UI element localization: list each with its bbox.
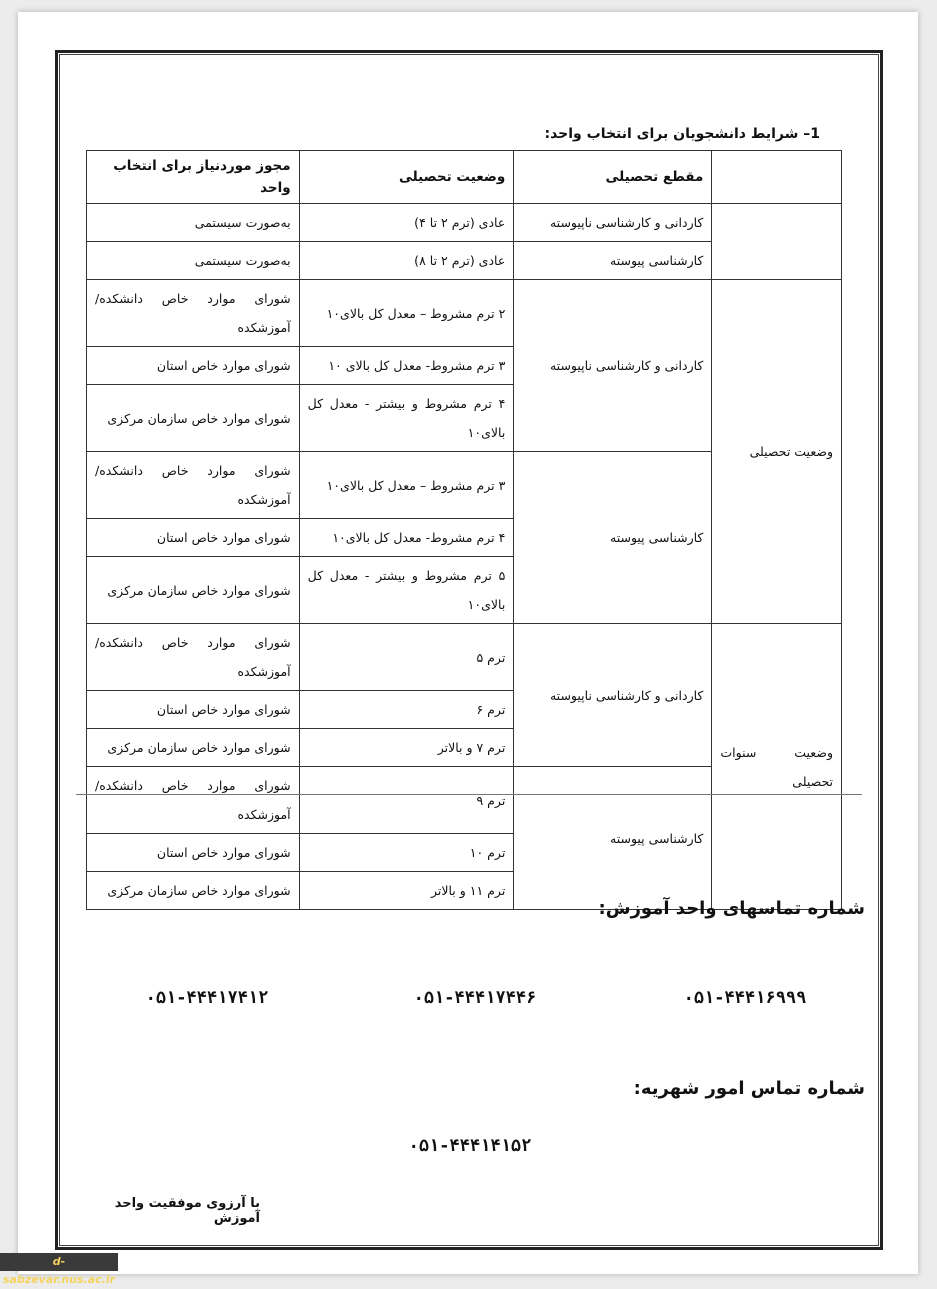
phone-number: ۰۵۱-۴۴۴۱۷۴۱۲ [145, 988, 269, 1008]
permit-cell: به‌صورت سیستمی [87, 204, 300, 242]
status-cell: ۲ ترم مشروط – معدل کل بالای۱۰ [299, 280, 514, 347]
status-cell: ترم ۹ [299, 767, 514, 834]
status-cell: ترم ۶ [299, 691, 514, 729]
section-divider [76, 794, 862, 795]
category-cell: وضعیت تحصیلی [712, 280, 842, 624]
permit-cell: شورای موارد خاص استان [87, 691, 300, 729]
conditions-table [86, 150, 842, 910]
section-title: 1– شرایط دانشجویان برای انتخاب واحد: [544, 126, 820, 142]
status-cell: ۴ ترم مشروط و بیشتر - معدل کل بالای۱۰ [299, 385, 514, 452]
permit-cell: شورای موارد خاص استان [87, 519, 300, 557]
permit-cell: شورای موارد خاص استان [87, 834, 300, 872]
tuition-contacts-heading: شماره تماس امور شهریه: [633, 1078, 865, 1099]
status-cell: ترم ۷ و بالاتر [299, 729, 514, 767]
permit-cell: شورای موارد خاص استان [87, 347, 300, 385]
category-cell: وضعیت سنوات تحصیلی [712, 624, 842, 910]
header-empty [712, 151, 842, 204]
phone-number: ۰۵۱-۴۴۴۱۴۱۵۲ [408, 1136, 532, 1156]
phone-number: ۰۵۱-۴۴۴۱۷۴۴۶ [413, 988, 537, 1008]
level-cell: کارشناسی پیوسته [514, 767, 712, 910]
status-cell: عادی (ترم ۲ تا ۴) [299, 204, 514, 242]
status-cell: ۵ ترم مشروط و بیشتر - معدل کل بالای۱۰ [299, 557, 514, 624]
permit-cell: شورای موارد خاص دانشکده/ آموزشکده [87, 624, 300, 691]
header-permit: مجوز موردنیاز برای انتخاب واحد [87, 151, 300, 204]
status-cell: ۳ ترم مشروط – معدل کل بالای۱۰ [299, 452, 514, 519]
phone-number: ۰۵۱-۴۴۴۱۶۹۹۹ [683, 988, 807, 1008]
status-cell: ترم ۵ [299, 624, 514, 691]
status-cell: ترم ۱۰ [299, 834, 514, 872]
permit-cell: شورای موارد خاص سازمان مرکزی [87, 729, 300, 767]
level-cell: کاردانی و کارشناسی ناپیوسته [514, 280, 712, 452]
status-cell: ترم ۱۱ و بالاتر [299, 872, 514, 910]
permit-cell: شورای موارد خاص دانشکده/ آموزشکده [87, 452, 300, 519]
permit-cell: شورای موارد خاص دانشکده/ آموزشکده [87, 767, 300, 834]
level-cell: کاردانی و کارشناسی ناپیوسته [514, 204, 712, 242]
permit-cell: شورای موارد خاص دانشکده/ آموزشکده [87, 280, 300, 347]
permit-cell: شورای موارد خاص سازمان مرکزی [87, 872, 300, 910]
category-empty [712, 204, 842, 280]
table-header-row [87, 151, 842, 204]
status-cell: عادی (ترم ۲ تا ۸) [299, 242, 514, 280]
header-status: وضعیت تحصیلی [299, 151, 514, 204]
permit-cell: شورای موارد خاص سازمان مرکزی [87, 385, 300, 452]
header-level: مقطع تحصیلی [514, 151, 712, 204]
table-row [87, 280, 842, 347]
level-cell: کاردانی و کارشناسی ناپیوسته [514, 624, 712, 767]
education-contacts-heading: شماره تماسهای واحد آموزش: [598, 898, 865, 919]
site-watermark: d-sabzevar.nus.ac.ir [0, 1253, 118, 1271]
closing-note: با آرزوی موفقیت واحد آموزش [114, 1196, 260, 1226]
table-row [87, 624, 842, 691]
level-cell: کارشناسی پیوسته [514, 242, 712, 280]
level-cell: کارشناسی پیوسته [514, 452, 712, 624]
permit-cell: شورای موارد خاص سازمان مرکزی [87, 557, 300, 624]
table-row [87, 204, 842, 242]
permit-cell: به‌صورت سیستمی [87, 242, 300, 280]
status-cell: ۴ ترم مشروط- معدل کل بالای۱۰ [299, 519, 514, 557]
status-cell: ۳ ترم مشروط- معدل کل بالای ۱۰ [299, 347, 514, 385]
